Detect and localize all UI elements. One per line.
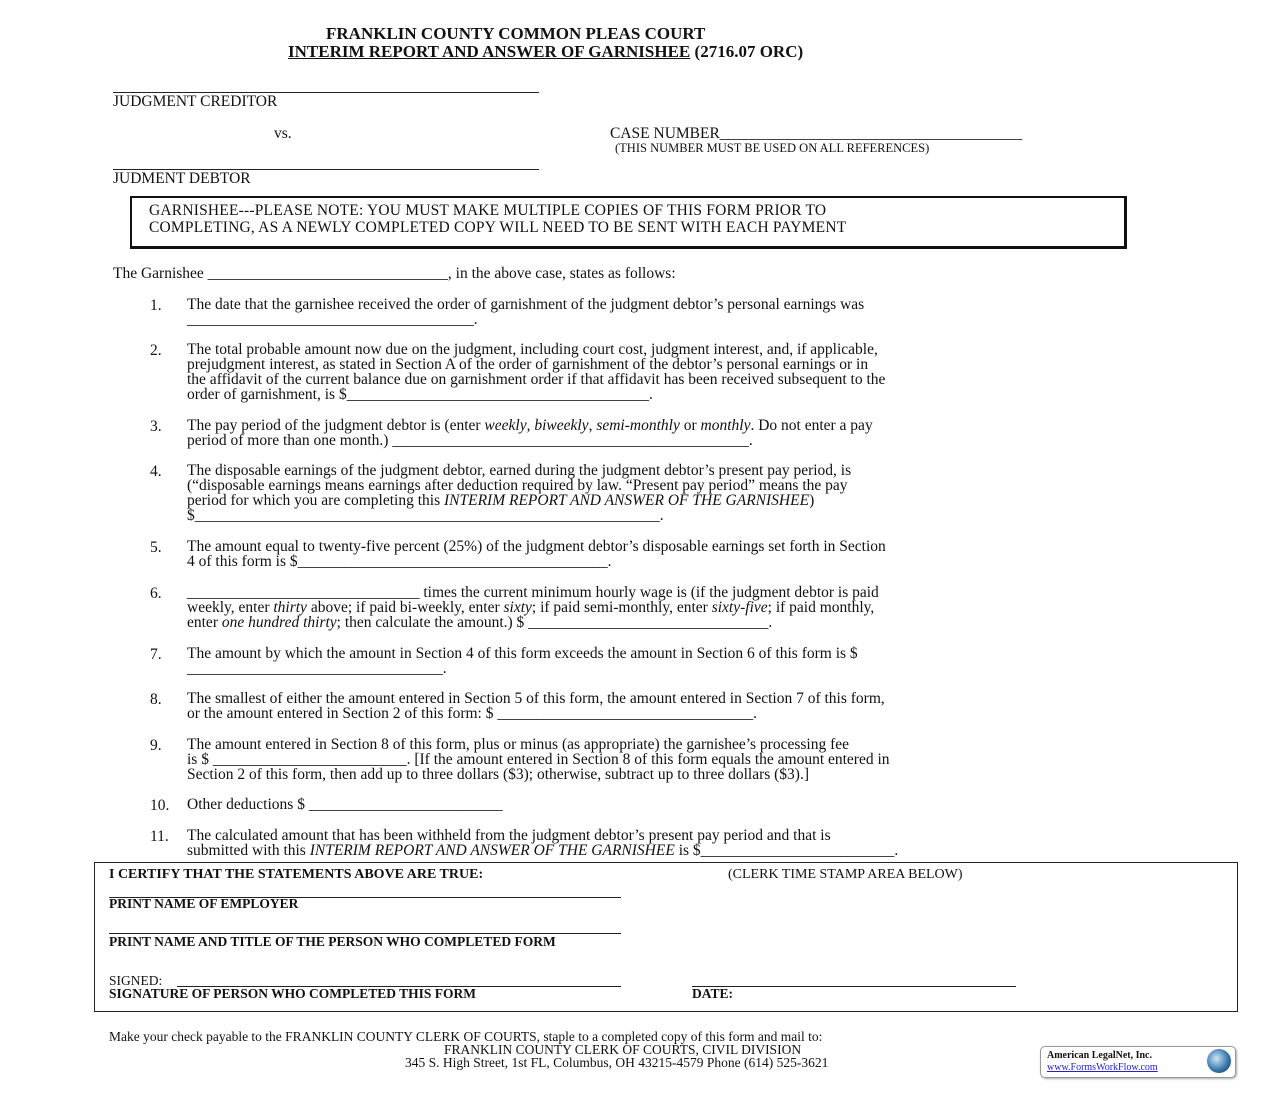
item-text [187,646,858,676]
globe-icon [1207,1049,1231,1073]
notice-line-1: GARNISHEE---PLEASE NOTE: YOU MUST MAKE MULTIPLE COPIES OF THIS FORM PRIOR TO [149,202,827,219]
text-segment: . Do not enter a pay [750,417,873,434]
item-line [187,706,885,721]
item-text [187,797,503,812]
text-segment: prejudgment interest, as stated in Section A of the order of garnishment of the debtor’s personal earnings or in [187,356,869,373]
logo-url-link[interactable]: www.FormsWorkFlow.com [1047,1062,1158,1073]
item-number: 9. [150,737,162,754]
item-line [187,463,851,478]
item-line [187,767,890,782]
person-label: PRINT NAME AND TITLE OF THE PERSON WHO COMPLETED FORM [109,934,556,949]
clerk-office: FRANKLIN COUNTY CLERK OF COURTS, CIVIL DIVISION [444,1042,802,1057]
text-segment: submitted with this [187,842,310,859]
text-segment: enter [187,614,222,631]
text-segment: , [526,417,535,434]
debtor-label: JUDMENT DEBTOR [113,170,251,187]
italic-text: INTERIM REPORT AND ANSWER OF THE GARNISHEE [443,492,810,509]
item-line [187,387,885,402]
signature-label: SIGNATURE OF PERSON WHO COMPLETED THIS FORM [109,986,477,1001]
item-line [187,646,858,661]
item-line [187,554,886,569]
item-line [187,508,851,523]
item-line [187,585,879,600]
form-title [288,42,803,62]
text-segment: the affidavit of the current balance due on garnishment order if that affidavit has been received subsequent to the [187,371,886,388]
item-line [187,297,864,312]
item-line [187,372,885,387]
text-segment: The calculated amount that has been withheld from the judgment debtor’s present pay period and that is [187,827,831,844]
item-number: 11. [150,828,169,845]
text-segment: The amount entered in Section 8 of this form, plus or minus (as appropriate) the garnishee’s processing fee [187,736,850,753]
item-line [187,357,885,372]
text-segment: above; if paid bi-weekly, enter [306,599,504,616]
item-line [187,828,898,843]
item-number: 3. [150,418,162,435]
certify-heading: I CERTIFY THAT THE STATEMENTS ABOVE ARE TRUE: [109,867,484,882]
italic-text: thirty [273,599,307,616]
item-line [187,615,879,630]
item-number: 1. [150,297,162,314]
italic-text: semi-monthly [596,417,680,434]
form-title-text: INTERIM REPORT AND ANSWER OF GARNISHEE [288,42,691,61]
item-number: 10. [150,797,170,814]
item-text [187,691,885,721]
text-segment: The pay period of the judgment debtor is (enter [187,417,485,434]
text-segment: _____________________________________. [187,311,478,328]
text-segment: The amount equal to twenty-five percent (25%) of the judgment debtor’s disposable earnings set forth in Section [187,538,886,555]
italic-text: biweekly [534,417,589,434]
item-line [187,493,851,508]
text-segment: order of garnishment, is $_______________________________________. [187,386,653,403]
certification-box [94,862,1238,1012]
item-number: 5. [150,539,162,556]
clerk-stamp-label: (CLERK TIME STAMP AREA BELOW) [728,867,963,882]
text-segment: is $_________________________. [674,842,899,859]
item-number: 7. [150,646,162,663]
italic-text: sixty [503,599,532,616]
item-line [187,752,890,767]
item-text [187,585,879,630]
item-line [187,797,503,812]
text-segment: Section 2 of this form, then add up to three dollars ($3); otherwise, subtract up to three dollars ($3).] [187,766,809,783]
text-segment: period of more than one month.) ______________________________________________. [187,432,753,449]
italic-text: one hundred thirty [221,614,337,631]
text-segment: ; if paid monthly, [767,599,875,616]
text-segment: The disposable earnings of the judgment debtor, earned during the judgment debtor’s present pay period, is [187,462,852,479]
text-segment: The date that the garnishee received the order of garnishment of the judgment debtor’s personal earnings was [187,296,865,313]
text-segment: Other deductions $ _________________________ [187,796,503,813]
item-number: 6. [150,585,162,602]
item-line [187,478,851,493]
text-segment: or [679,417,701,434]
item-text [187,463,851,523]
item-text [187,737,890,782]
item-text [187,418,873,448]
text-segment: , [588,417,597,434]
item-number: 4. [150,463,162,480]
item-line [187,342,885,357]
text-segment: ; then calculate the amount.) $ _______________________________. [336,614,773,631]
payment-instructions: Make your check payable to the FRANKLIN COUNTY CLERK OF COURTS, staple to a completed copy of this form and mail to: [109,1029,823,1044]
clerk-address: 345 S. High Street, 1st FL, Columbus, OH 43215-4579 Phone (614) 525-3621 [405,1055,829,1070]
statute-reference: (2716.07 ORC) [694,42,804,61]
italic-text: weekly [484,417,527,434]
garnishee-notice-box [130,196,1127,249]
item-line [187,433,873,448]
text-segment: ) [809,492,815,509]
text-segment: ______________________________ times the current minimum hourly wage is (if the judgment debtor is paid [187,584,879,601]
item-line [187,600,879,615]
item-line [187,691,885,706]
text-segment: $____________________________________________________________. [187,507,664,524]
date-line[interactable] [692,986,1016,987]
italic-text: INTERIM REPORT AND ANSWER OF THE GARNISHEE [309,842,675,859]
item-line [187,737,890,752]
item-line [187,661,858,676]
item-line [187,312,864,327]
text-segment: ; if paid semi-monthly, enter [531,599,712,616]
vs-label: vs. [274,125,292,142]
signed-label: SIGNED: [109,973,163,988]
item-number: 2. [150,342,162,359]
garnishee-intro[interactable]: The Garnishee _______________________________, in the above case, states as follows: [113,265,676,282]
text-segment: (“disposable earnings means earnings after deduction required by law. “Present pay period” means the pay [187,477,848,494]
italic-text: monthly [700,417,751,434]
text-segment: The smallest of either the amount entered in Section 5 of this form, the amount entered in Section 7 of this form, [187,690,885,707]
item-number: 8. [150,691,162,708]
american-legalnet-logo[interactable] [1040,1046,1236,1078]
text-segment: The total probable amount now due on the judgment, including court cost, judgment interest, and, if applicable, [187,341,878,358]
court-name: FRANKLIN COUNTY COMMON PLEAS COURT [326,24,706,43]
text-segment: weekly, enter [187,599,274,616]
creditor-label: JUDGMENT CREDITOR [113,93,278,110]
item-text [187,297,864,327]
text-segment: is $ _________________________. [If the amount entered in Section 8 of this form equals the amount entered in [187,751,890,768]
notice-line-2: COMPLETING, AS A NEWLY COMPLETED COPY WILL NEED TO BE SENT WITH EACH PAYMENT [149,219,847,236]
item-text [187,539,886,569]
item-line [187,843,898,858]
text-segment: _________________________________. [187,660,447,677]
text-segment: The amount by which the amount in Section 4 of this form exceeds the amount in Section 6 of this form is $ [187,645,858,662]
text-segment: or the amount entered in Section 2 of this form: $ _________________________________. [187,705,757,722]
text-segment: period for which you are completing this [187,492,444,509]
text-segment: 4 of this form is $________________________________________. [187,553,612,570]
italic-text: sixty-five [711,599,768,616]
logo-name: American LegalNet, Inc. [1047,1050,1152,1061]
item-text [187,342,885,402]
item-text [187,828,898,858]
case-number-note: (THIS NUMBER MUST BE USED ON ALL REFERENCES) [615,141,930,155]
date-label: DATE: [692,986,734,1001]
item-line [187,539,886,554]
item-line [187,418,873,433]
case-number-field[interactable]: CASE NUMBER_______________________________________ [610,125,1023,142]
employer-label: PRINT NAME OF EMPLOYER [109,896,299,911]
